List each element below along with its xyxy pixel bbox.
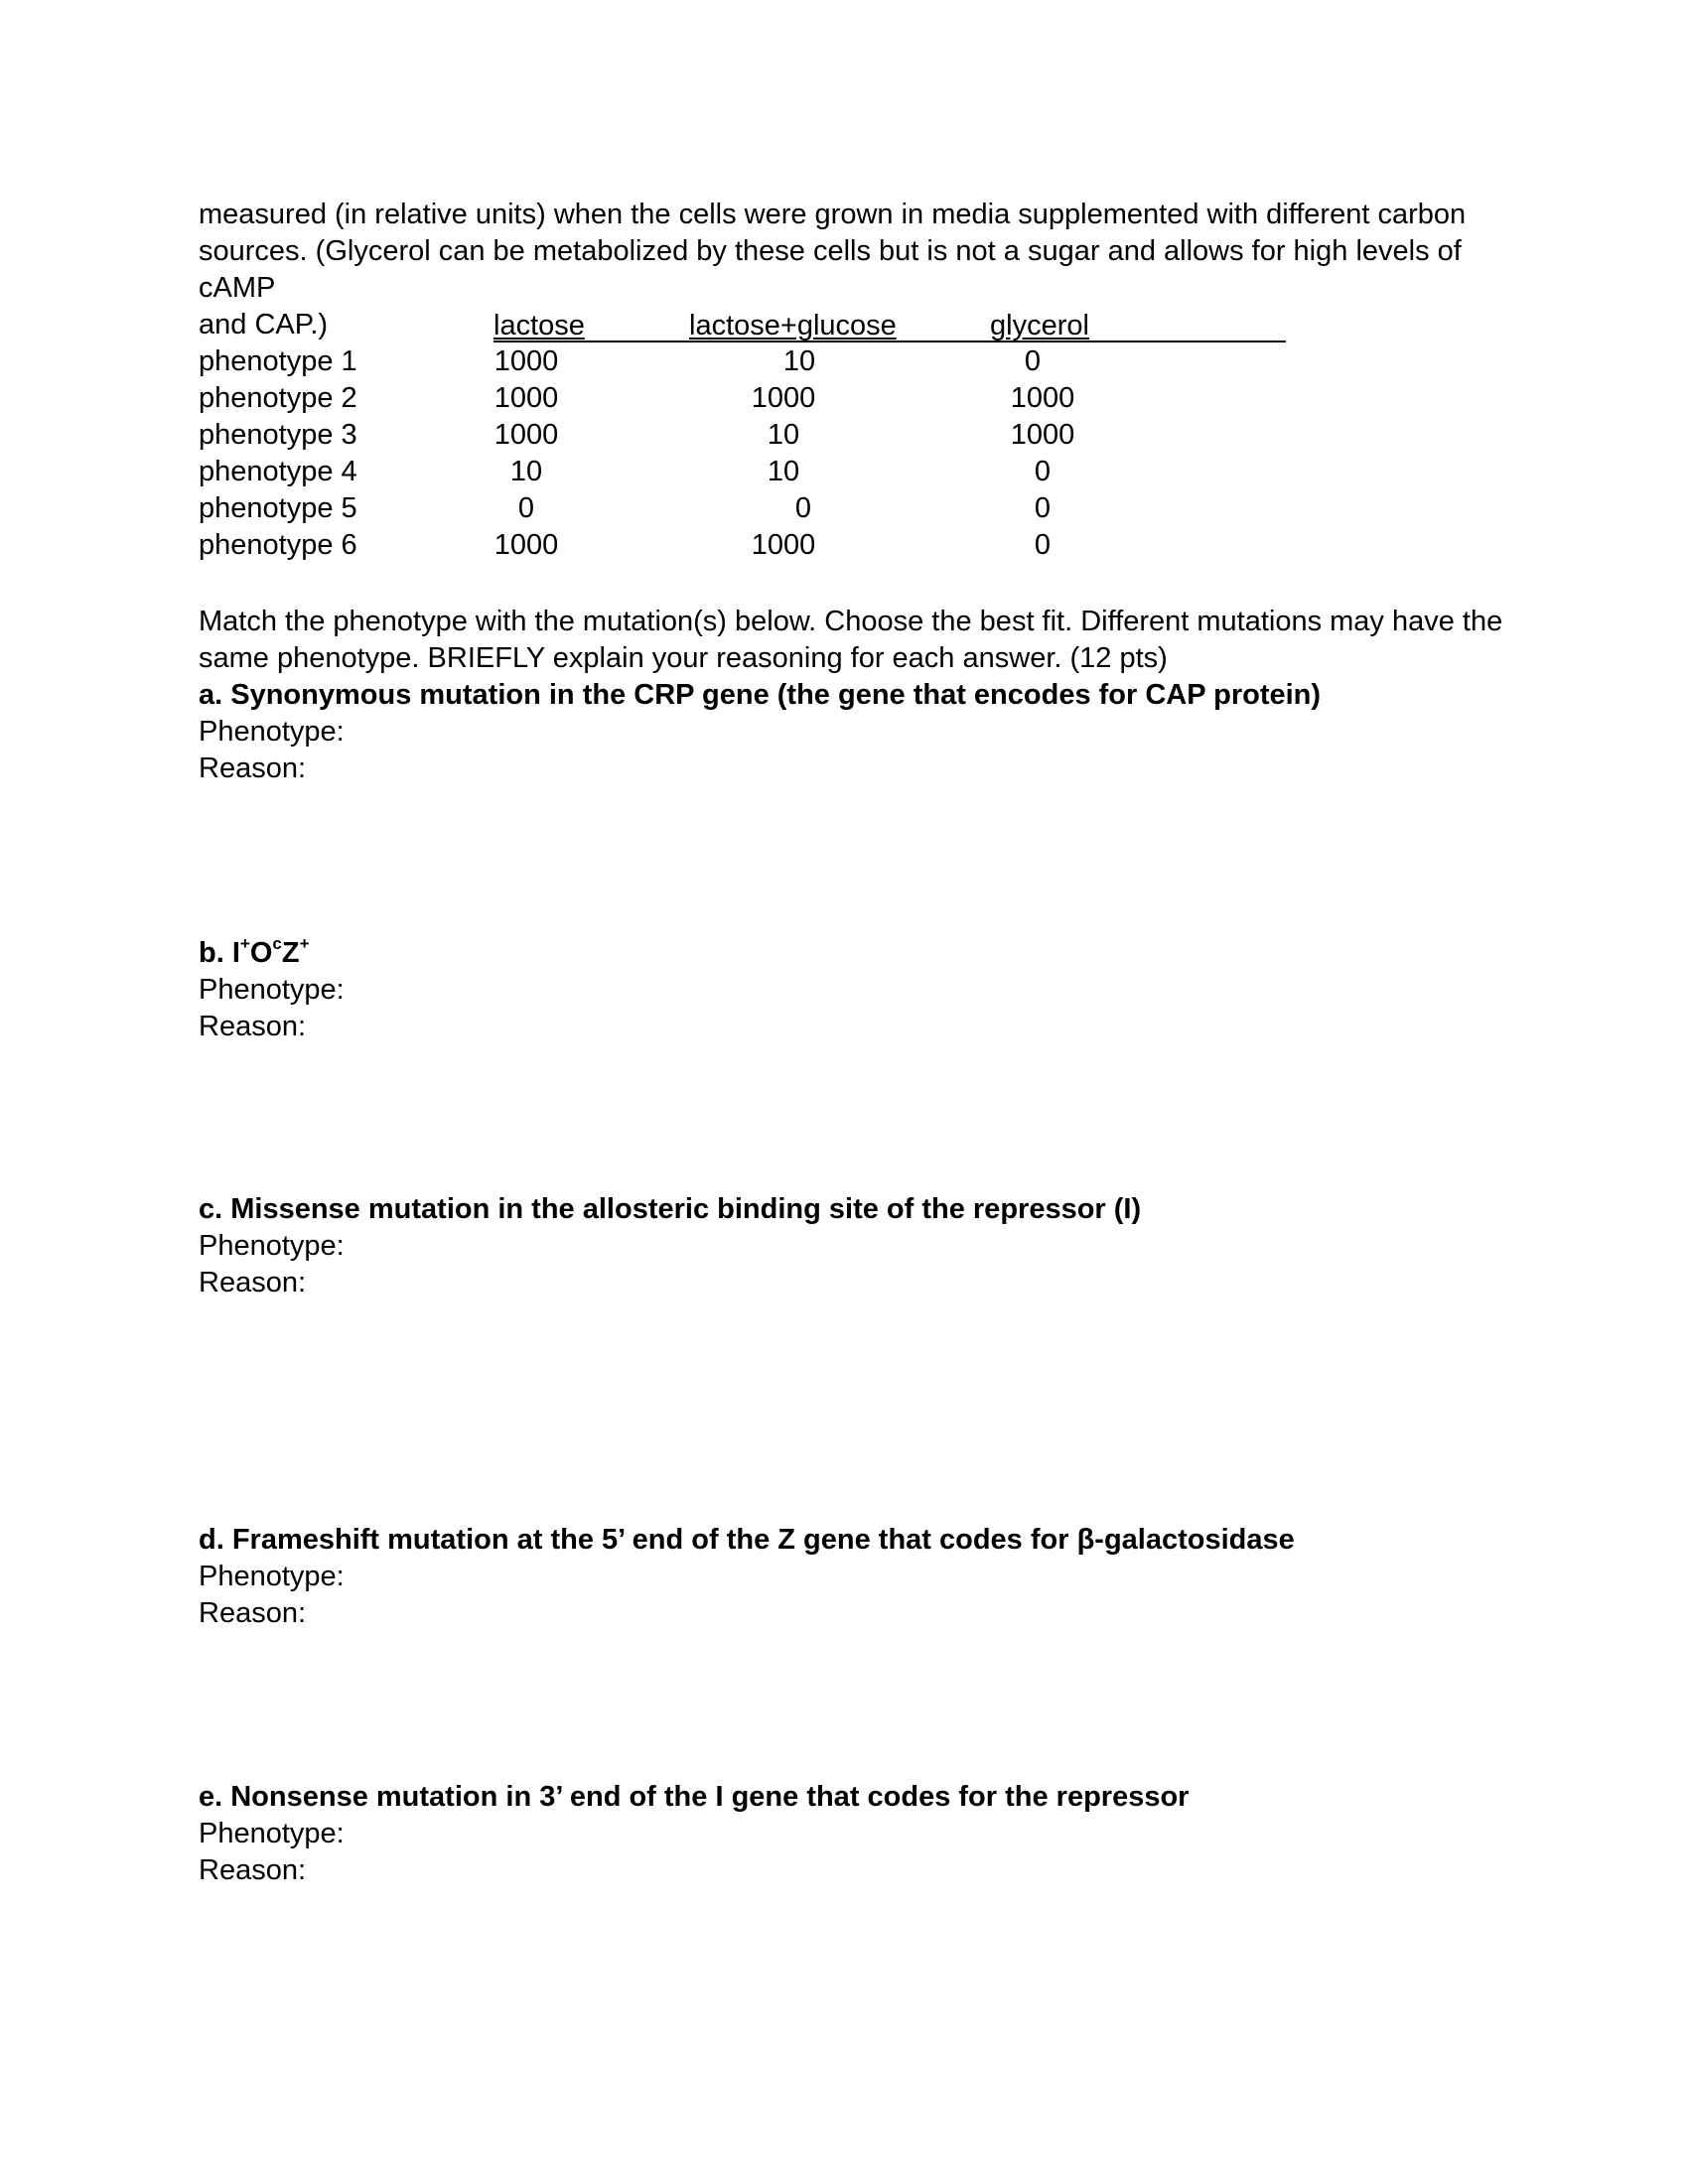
column-header-lactose-glucose: lactose+glucose	[689, 310, 897, 341]
table-cell: 1000	[1010, 419, 1075, 451]
superscript: c	[272, 934, 282, 954]
table-cell: 10	[509, 456, 543, 487]
table-cell: 1000	[751, 529, 816, 561]
superscript: +	[239, 934, 250, 954]
table-cell: 1000	[493, 529, 559, 561]
question-e-prompt: e. Nonsense mutation in 3’ end of the I gene that codes for the repressor	[199, 1781, 1190, 1813]
row-label: phenotype 5	[199, 492, 357, 524]
table-cell: 1000	[493, 382, 559, 414]
genotype-text: Z	[281, 937, 300, 969]
question-c-prompt: c. Missense mutation in the allosteric binding site of the repressor (I)	[199, 1193, 1142, 1225]
reason-answer-label: Reason:	[199, 1011, 307, 1042]
table-cell: 1000	[751, 382, 816, 414]
question-b-prompt	[199, 935, 1549, 972]
reason-answer-label: Reason:	[199, 1267, 307, 1298]
reason-answer-label: Reason:	[199, 1597, 307, 1629]
intro-line: and CAP.)	[199, 309, 329, 341]
table-cell: 1000	[493, 345, 559, 377]
table-cell: 0	[1024, 345, 1042, 377]
table-cell: 0	[1034, 492, 1052, 524]
question-c	[199, 1191, 1549, 1301]
question-a-prompt: a. Synonymous mutation in the CRP gene (the gene that encodes for CAP protein)	[199, 679, 1322, 711]
intro-line: sources. (Glycerol can be metabolized by these cells but is not a sugar and allows for high levels of cAMP	[199, 235, 1462, 304]
table-cell: 0	[794, 492, 812, 524]
row-label: phenotype 3	[199, 419, 357, 451]
row-label: phenotype 6	[199, 529, 357, 561]
instructions-line: Match the phenotype with the mutation(s) below. Choose the best fit. Different mutations may have the	[199, 606, 1503, 637]
question-b	[199, 935, 1549, 1045]
phenotype-answer-label: Phenotype:	[199, 1561, 345, 1592]
table-cell: 10	[767, 456, 800, 487]
phenotype-answer-label: Phenotype:	[199, 1818, 345, 1849]
row-label: phenotype 4	[199, 456, 357, 487]
question-e	[199, 1779, 1549, 1889]
phenotype-answer-label: Phenotype:	[199, 974, 345, 1006]
table-cell: 10	[782, 345, 816, 377]
table-cell: 0	[517, 492, 535, 524]
column-header-lactose: lactose	[493, 310, 585, 341]
genotype-text: b. I	[199, 937, 240, 969]
phenotype-answer-label: Phenotype:	[199, 1230, 345, 1262]
reason-answer-label: Reason:	[199, 752, 307, 784]
question-d	[199, 1522, 1549, 1632]
expression-table	[199, 308, 1192, 566]
intro-line: measured (in relative units) when the cells were grown in media supplemented with different carbon	[199, 199, 1467, 230]
row-label: phenotype 1	[199, 345, 357, 377]
question-a	[199, 677, 1549, 787]
phenotype-answer-label: Phenotype:	[199, 716, 345, 748]
row-label: phenotype 2	[199, 382, 357, 414]
instructions-line: same phenotype. BRIEFLY explain your reasoning for each answer. (12 pts)	[199, 642, 1168, 674]
superscript: +	[299, 934, 310, 954]
table-cell: 1000	[493, 419, 559, 451]
reason-answer-label: Reason:	[199, 1854, 307, 1886]
question-d-prompt: d. Frameshift mutation at the 5’ end of the Z gene that codes for β-galactosidase	[199, 1524, 1295, 1556]
table-cell: 0	[1034, 456, 1052, 487]
column-header-glycerol: glycerol	[990, 310, 1089, 341]
table-cell: 1000	[1010, 382, 1075, 414]
table-cell: 0	[1034, 529, 1052, 561]
genotype-text: O	[249, 937, 273, 969]
instructions-paragraph	[199, 604, 1549, 677]
table-cell: 10	[767, 419, 800, 451]
